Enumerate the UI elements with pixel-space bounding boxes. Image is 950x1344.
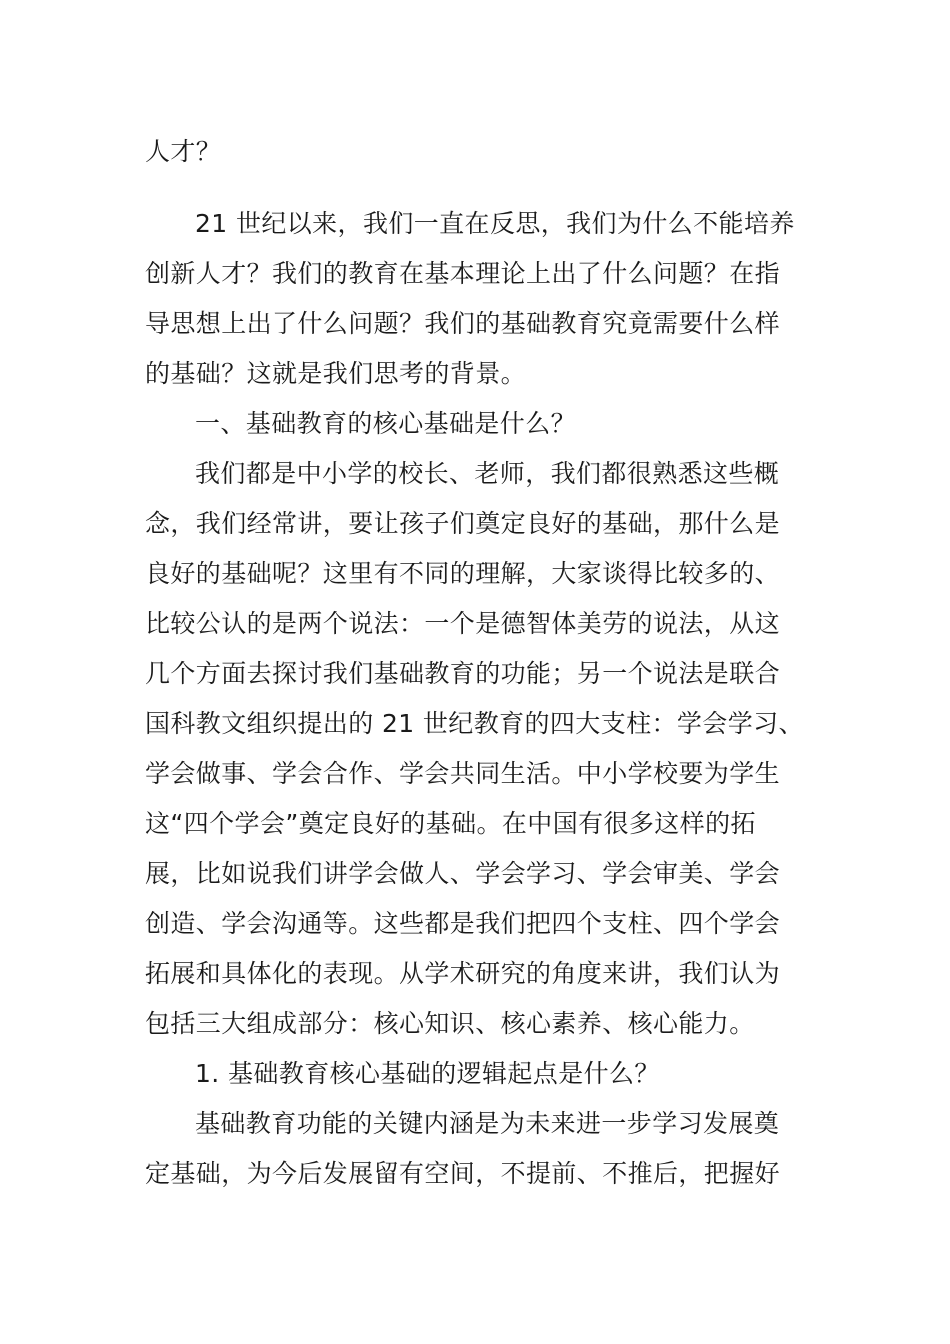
text-line: 展，比如说我们讲学会做人、学会学习、学会审美、学会: [145, 859, 781, 888]
text-line: 几个方面去探讨我们基础教育的功能；另一个说法是联合: [145, 659, 781, 688]
text-line: 人才？: [145, 137, 222, 166]
paragraph-first-line: 我们都是中小学的校长、老师，我们都很熟悉这些概: [195, 459, 780, 488]
text-line: 创新人才？我们的教育在基本理论上出了什么问题？在指: [145, 259, 781, 288]
text-line: 良好的基础呢？这里有不同的理解，大家谈得比较多的、: [145, 559, 781, 588]
text-line: 包括三大组成部分：核心知识、核心素养、核心能力。: [145, 1009, 755, 1038]
text-line: 这“四个学会”奠定良好的基础。在中国有很多这样的拓: [145, 809, 756, 838]
text-line: 比较公认的是两个说法：一个是德智体美劳的说法，从这: [145, 609, 781, 638]
text-line: 创造、学会沟通等。这些都是我们把四个支柱、四个学会: [145, 909, 781, 938]
text-line: 念，我们经常讲，要让孩子们奠定良好的基础，那什么是: [145, 509, 781, 538]
text-line: 学会做事、学会合作、学会共同生活。中小学校要为学生: [145, 759, 781, 788]
text-line: 定基础，为今后发展留有空间，不提前、不推后，把握好: [145, 1159, 781, 1188]
section-heading: 一、基础教育的核心基础是什么？: [195, 409, 577, 438]
paragraph-first-line: 21 世纪以来，我们一直在反思，我们为什么不能培养: [195, 209, 795, 238]
paragraph-first-line: 基础教育功能的关键内涵是为未来进一步学习发展奠: [195, 1109, 780, 1138]
text-line: 国科教文组织提出的 21 世纪教育的四大支柱：学会学习、: [145, 709, 804, 738]
text-line: 的基础？这就是我们思考的背景。: [145, 359, 527, 388]
text-line: 导思想上出了什么问题？我们的基础教育究竟需要什么样: [145, 309, 781, 338]
subsection-heading: 1. 基础教育核心基础的逻辑起点是什么？: [195, 1059, 660, 1088]
text-line: 拓展和具体化的表现。从学术研究的角度来讲，我们认为: [145, 959, 781, 988]
